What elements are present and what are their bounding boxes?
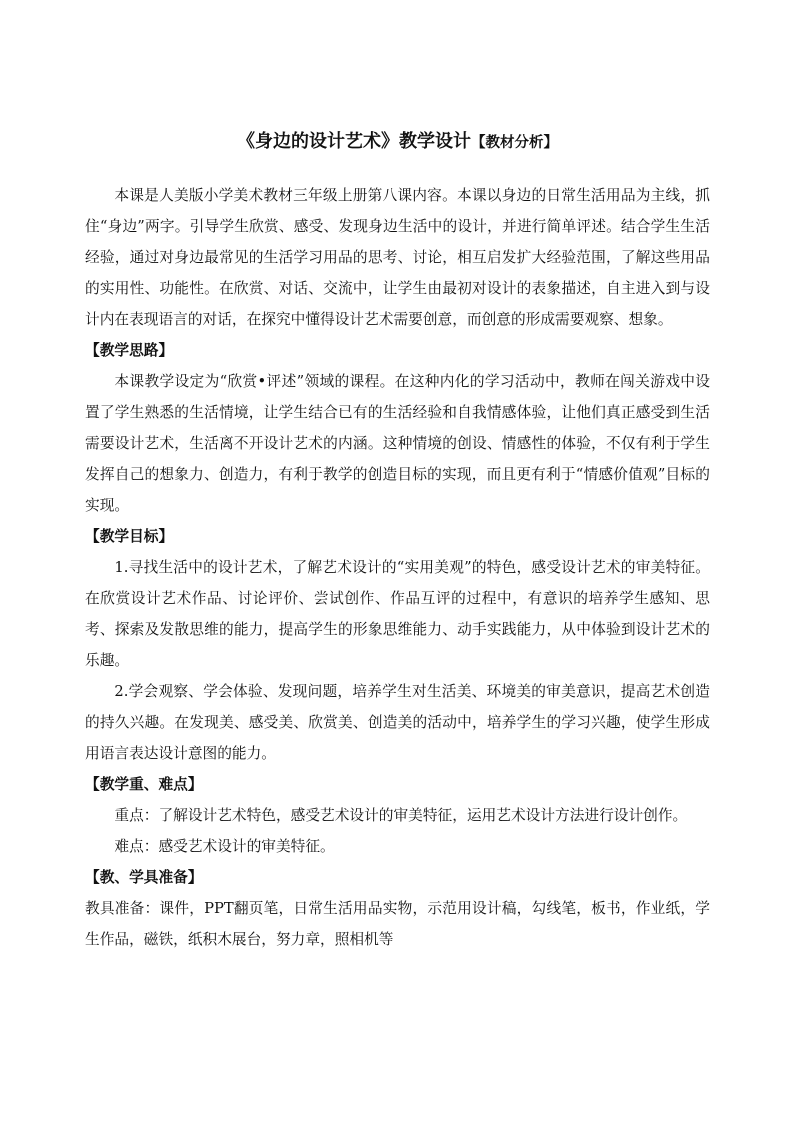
title-section-tag: 【教材分析】 xyxy=(471,135,558,151)
difficult-point-paragraph: 难点：感受艺术设计的审美特征。 xyxy=(114,838,335,855)
heading-key-points: 【教学重、难点】 xyxy=(85,776,203,793)
heading-teaching-thinking: 【教学思路】 xyxy=(85,342,174,359)
thinking-paragraph: 本课教学设定为“欣赏•评述”领域的课程。在这种内化的学习活动中，教师在闯关游戏中设置了学生熟悉的生活情境，让学生结合已有的生活经验和自我情感体验，让他们真正感受到生活需要设计艺术，生活离不开设计艺术的内涵。这种情境的创设、情感性的体验，不仅有利于学生发挥自己的想象力、创造力，有利于教学的创造目标的实现，而且更有利于“情感价值观”目标的实现。 xyxy=(85,373,710,514)
heading-teaching-goals: 【教学目标】 xyxy=(85,528,174,545)
heading-materials: 【教、学具准备】 xyxy=(85,869,203,886)
goals-paragraph-2: 2.学会观察、学会体验、发现问题，培养学生对生活美、环境美的审美意识，提高艺术创造的持久兴趣。在发现美、感受美、欣赏美、创造美的活动中，培养学生的学习兴趣，使学生形成用语言表达设计意图的能力。 xyxy=(85,683,710,762)
analysis-paragraph: 本课是人美版小学美术教材三年级上册第八课内容。本课以身边的日常生活用品为主线，抓住“身边”两字。引导学生欣赏、感受、发现身边生活中的设计，并进行简单评述。结合学生生活经验，通过对身边最常见的生活学习用品的思考、讨论，相互启发扩大经验范围，了解这些用品的实用性、功能性。在欣赏、对话、交流中，让学生由最初对设计的表象描述，自主进入到与设计内在表现语言的对话，在探究中懂得设计艺术需要创意，而创意的形成需要观察、想象。 xyxy=(85,187,710,328)
document-page xyxy=(85,124,710,955)
document-title xyxy=(85,124,710,160)
goals-paragraph-1: 1.寻找生活中的设计艺术，了解艺术设计的“实用美观”的特色，感受设计艺术的审美特征。在欣赏设计艺术作品、讨论评价、尝试创作、作品互评的过程中，有意识的培养学生感知、思考、探索及发散思维的能力，提高学生的形象思维能力、动手实践能力，从中体验到设计艺术的乐趣。 xyxy=(85,559,710,669)
key-point-paragraph: 重点：了解设计艺术特色，感受艺术设计的审美特征，运用艺术设计方法进行设计创作。 xyxy=(114,807,688,824)
title-main: 《身边的设计艺术》教学设计 xyxy=(237,131,471,152)
materials-paragraph: 教具准备：课件，PPT翻页笔，日常生活用品实物，示范用设计稿，勾线笔，板书，作业纸，学生作品，磁铁，纸积木展台，努力章，照相机等 xyxy=(85,900,710,948)
